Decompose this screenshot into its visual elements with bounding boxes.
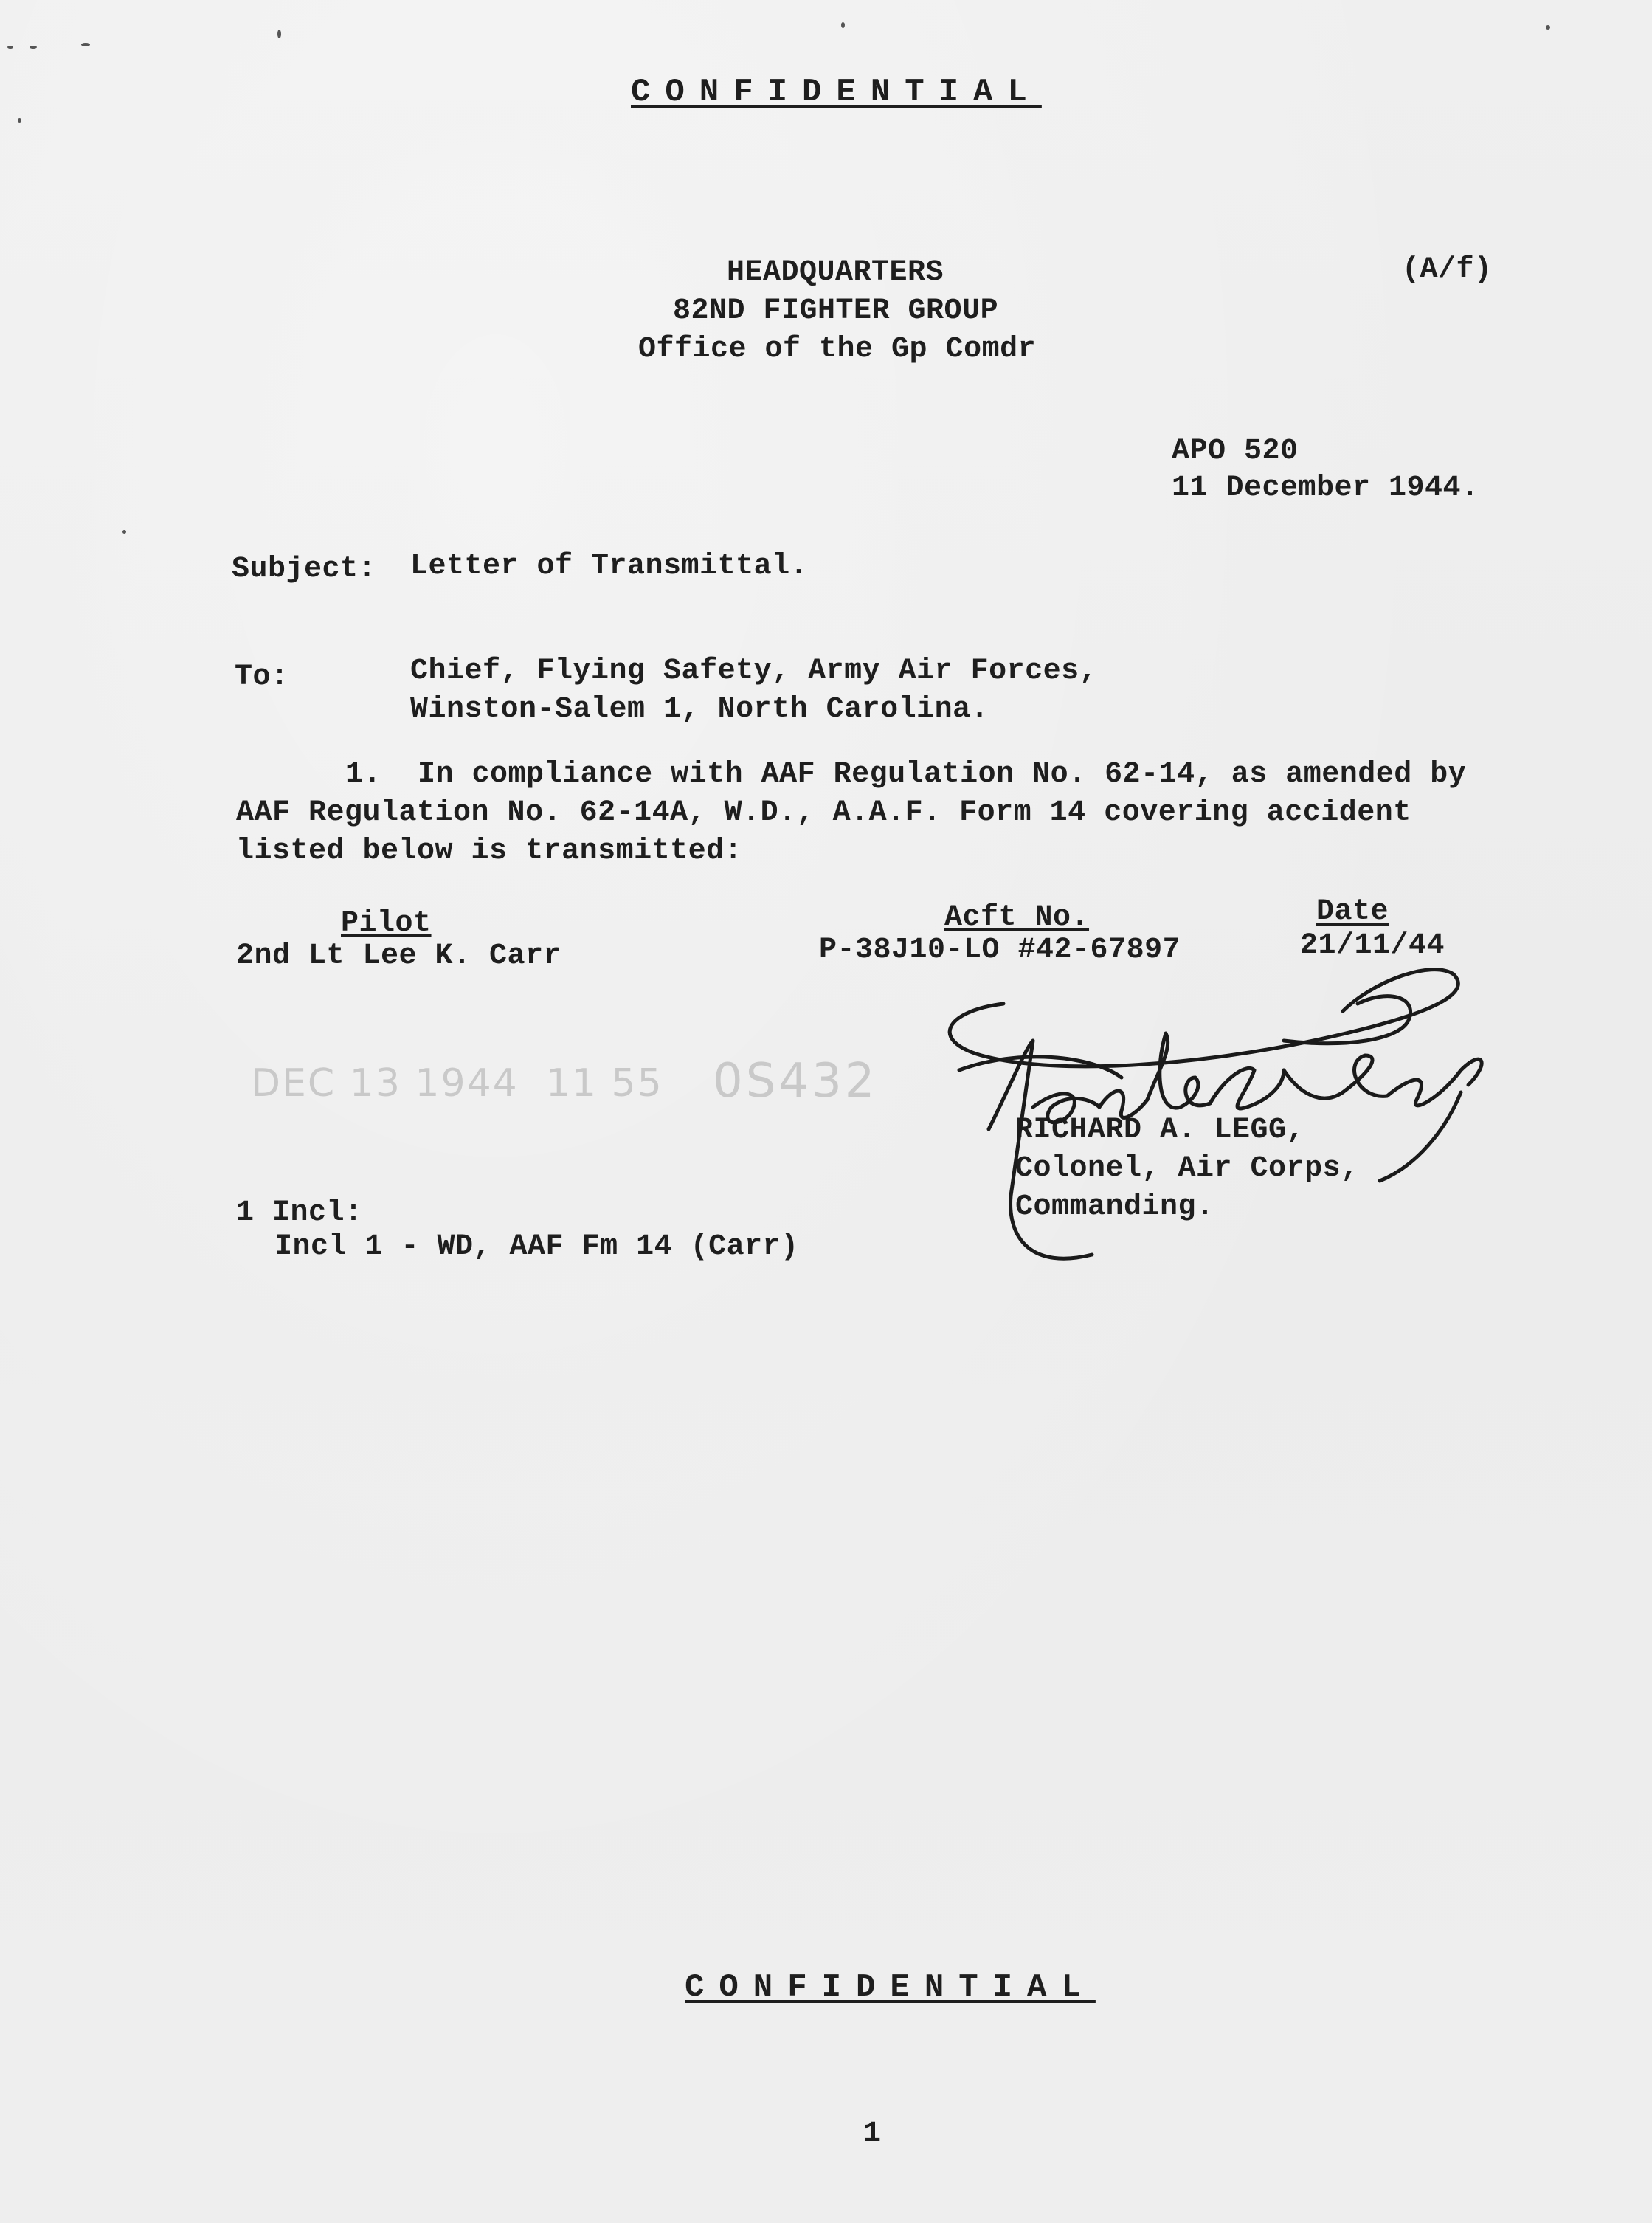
apo-line: APO 520: [1172, 435, 1299, 468]
subject-label: Subject:: [232, 553, 377, 586]
paragraph-line-2: AAF Regulation No. 62-14A, W.D., A.A.F. Form 14 covering accident: [236, 796, 1411, 830]
subject-text: Letter of Transmittal.: [410, 550, 809, 583]
table-cell-aircraft: P-38J10-LO #42-67897: [819, 934, 1181, 967]
org-line-headquarters: HEADQUARTERS: [727, 256, 944, 289]
signer-rank: Colonel, Air Corps,: [1015, 1152, 1359, 1185]
scan-speck: [30, 46, 37, 49]
org-line-group: 82ND FIGHTER GROUP: [673, 294, 999, 328]
table-header-pilot: Pilot: [341, 907, 432, 940]
table-header-aircraft: Acft No.: [944, 901, 1090, 934]
letter-date: 11 December 1944.: [1172, 472, 1479, 505]
to-line-2: Winston-Salem 1, North Carolina.: [410, 693, 989, 726]
scan-speck: [122, 530, 126, 534]
file-mark: (A/f): [1402, 253, 1493, 286]
table-header-date: Date: [1316, 895, 1389, 928]
received-stamp: DEC 13 1944 11 55: [251, 1061, 663, 1106]
paragraph-line-1: 1. In compliance with AAF Regulation No. 62-14, as amended by: [345, 758, 1467, 791]
signer-role: Commanding.: [1015, 1190, 1214, 1224]
scan-speck: [841, 22, 845, 28]
page-number: 1: [863, 2117, 882, 2151]
enclosure-item-1: Incl 1 - WD, AAF Fm 14 (Carr): [274, 1230, 799, 1264]
table-cell-date: 21/11/44: [1300, 929, 1445, 962]
scan-speck: [1546, 25, 1550, 30]
to-label: To:: [235, 661, 289, 694]
paragraph-line-3: listed below is transmitted:: [236, 835, 743, 868]
org-line-office: Office of the Gp Comdr: [638, 333, 1037, 366]
scan-speck: [81, 43, 90, 46]
stamp-number: 0S432: [713, 1054, 878, 1109]
classification-bottom: CONFIDENTIAL: [685, 1969, 1096, 2006]
table-cell-pilot: 2nd Lt Lee K. Carr: [236, 940, 562, 973]
scan-speck: [7, 46, 13, 49]
scan-speck: [18, 118, 21, 123]
signer-name: RICHARD A. LEGG,: [1015, 1114, 1305, 1147]
classification-top: CONFIDENTIAL: [631, 74, 1042, 111]
to-line-1: Chief, Flying Safety, Army Air Forces,: [410, 655, 1098, 688]
handwritten-signature: [900, 959, 1505, 1277]
enclosure-label: 1 Incl:: [236, 1196, 363, 1230]
scan-speck: [277, 30, 281, 38]
